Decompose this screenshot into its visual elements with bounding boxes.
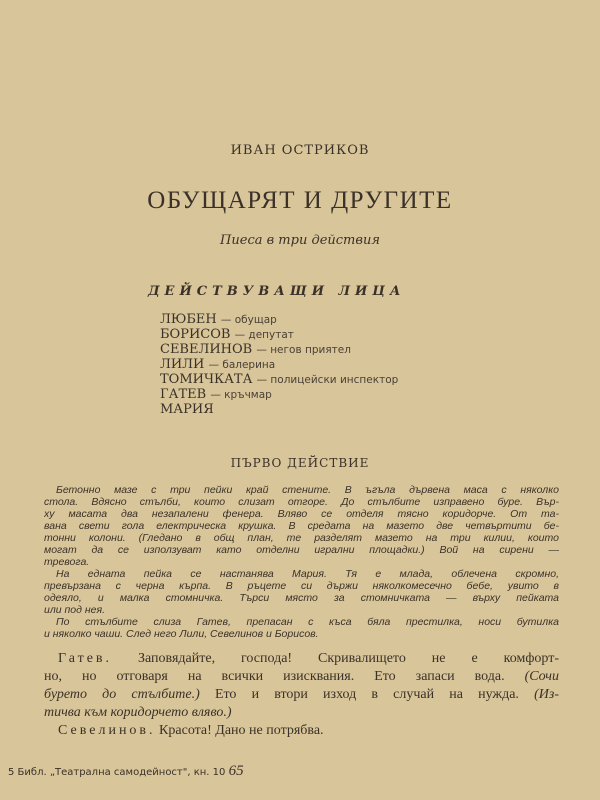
- stage-direction-line: На едната пейка се настанява Мария. Тя е млада, облечена скромно,: [56, 568, 559, 580]
- speech-text: Красота! Дано не потрябва.: [155, 723, 324, 738]
- dialogue-line: [44, 668, 559, 686]
- speaker-name: Севелинов.: [58, 723, 156, 738]
- speaker-name: Гатев.: [58, 651, 113, 666]
- stage-direction-line: или под нея.: [44, 604, 106, 616]
- cast-member: [160, 312, 398, 327]
- stage-direction-line: одеяло, и малка стомничка. Търси място за стомничката — върху пейката: [44, 592, 559, 604]
- stage-direction-line: превързана с черна кърпа. В ръцете си държи няколкомесечно бебе, увито в: [44, 580, 559, 592]
- stage-direction-line: По стълбите слиза Гатев, препасан с къса бяла престилка, носи бутилка: [56, 616, 559, 628]
- speech-text: Ето и втори изход в случай на нужда.: [199, 687, 535, 702]
- character-name: БОРИСОВ: [160, 327, 231, 342]
- character-role: — негов приятел: [256, 344, 351, 356]
- cast-member: [160, 342, 398, 357]
- play-subtitle: Пиеса в три действия: [220, 233, 380, 248]
- stage-directions: [44, 484, 559, 640]
- stage-direction-line: вана свети гола електрическа крушка. В средата на мазето две четвъртити бе-: [44, 520, 559, 532]
- character-name: ЛЮБЕН: [160, 312, 217, 327]
- stage-note: бурето до стълбите.): [44, 687, 200, 702]
- cast-heading: ДЕЙСТВУВАЩИ ЛИЦА: [148, 284, 406, 299]
- stage-note: (Сочи: [524, 669, 559, 684]
- author-name: ИВАН ОСТРИКОВ: [230, 143, 370, 158]
- character-name: СЕВЕЛИНОВ: [160, 342, 253, 357]
- footer-text: 5 Библ. „Театрална самодейност", кн. 10: [8, 767, 226, 778]
- dialogue-line: [44, 722, 559, 740]
- cast-member: [160, 357, 398, 372]
- character-role: — балерина: [208, 359, 276, 371]
- act-heading: ПЪРВО ДЕЙСТВИЕ: [230, 456, 370, 470]
- stage-direction-line: ху масата два незапалени фенера. Вляво се отделя тясно коридорче. От та-: [44, 508, 559, 520]
- cast-member: [160, 327, 398, 342]
- dialogue-line: [44, 650, 559, 668]
- character-role: — кръчмар: [210, 389, 272, 401]
- stage-direction-line: Бетонно мазе с три пейки край стените. В ъгъла дървена маса с няколко: [56, 484, 559, 496]
- stage-note: (Из-: [534, 687, 559, 702]
- stage-direction-line: и няколко чаши. След него Лили, Севелинов и Борисов.: [44, 628, 319, 640]
- page-footer: [8, 763, 244, 780]
- dialogue-line: [44, 704, 559, 722]
- cast-member: [160, 402, 398, 417]
- page-number: 65: [228, 763, 244, 779]
- stage-note: тичва към коридорчето вляво.): [44, 705, 232, 720]
- dialogue-line: [44, 686, 559, 704]
- character-role: — полицейски инспектор: [256, 374, 399, 386]
- stage-direction-line: тревога.: [44, 556, 90, 568]
- cast-member: [160, 372, 398, 387]
- stage-direction-line: могат да се използуват като отделни игрални площадки.) Вой на сирени —: [44, 544, 559, 556]
- character-name: МАРИЯ: [160, 402, 214, 417]
- stage-direction-line: тонни колони. (Гледано в общ план, те разделят мазето на три килии, които: [44, 532, 559, 544]
- speech-text: но, но отговаря на всички изисквания. Ето запаси вода.: [44, 669, 525, 684]
- cast-member: [160, 387, 398, 402]
- character-name: ТОМИЧКАТА: [160, 372, 253, 387]
- cast-list: [160, 312, 398, 417]
- character-role: — депутат: [234, 329, 294, 341]
- stage-direction-line: стола. Вдясно стълби, които слизат отгоре. До стълбите изправено буре. Вър-: [44, 496, 559, 508]
- character-role: — обущар: [220, 314, 277, 326]
- play-title: ОБУЩАРЯТ И ДРУГИТЕ: [147, 187, 453, 214]
- character-name: ГАТЕВ: [160, 387, 207, 402]
- dialogue: [44, 650, 559, 740]
- character-name: ЛИЛИ: [160, 357, 205, 372]
- speech-text: Заповядайте, господа! Скривалището не е комфорт-: [112, 651, 559, 666]
